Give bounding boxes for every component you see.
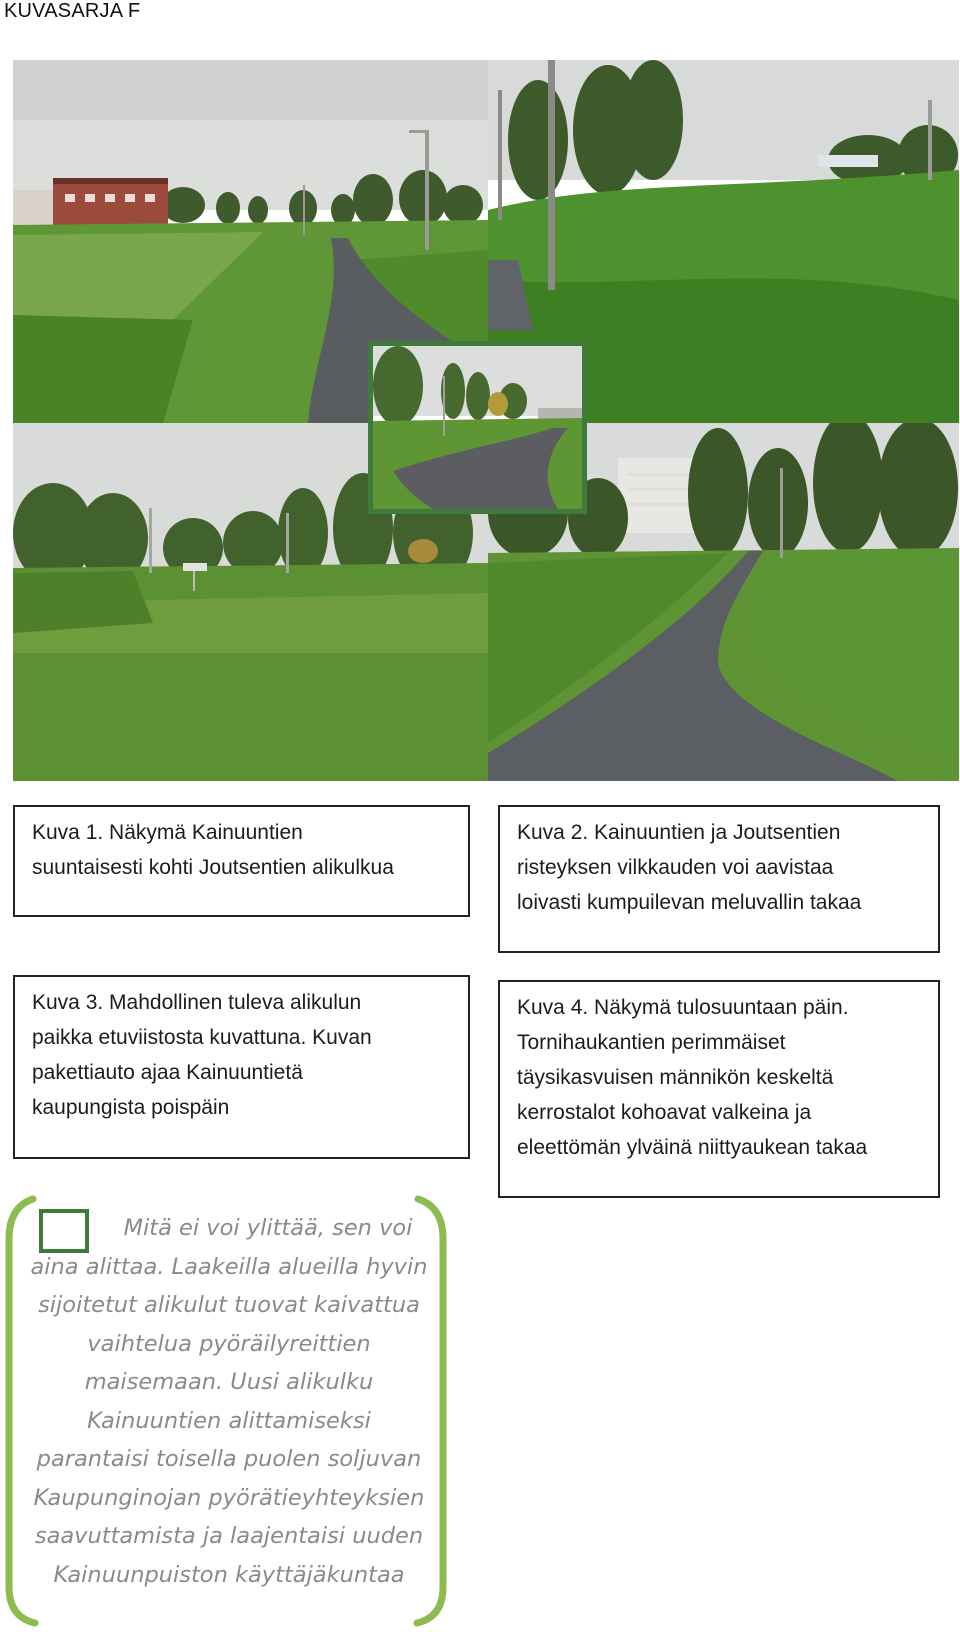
caption-line: Kuva 4. Näkymä tulosuuntaan päin. bbox=[517, 996, 849, 1019]
quote-line: saavuttamista ja laajentaisi uuden bbox=[34, 1523, 424, 1549]
caption-kuva-3 bbox=[13, 975, 470, 1159]
caption-line: Tornihaukantien perimmäiset bbox=[517, 1031, 786, 1054]
caption-line: eleettömän ylväinä niittyaukean takaa bbox=[517, 1136, 868, 1159]
caption-line: kaupungista poispäin bbox=[32, 1096, 230, 1119]
quote-line: parantaisi toisella puolen soljuvan bbox=[36, 1446, 422, 1472]
caption-line: risteyksen vilkkauden voi aavistaa bbox=[517, 856, 834, 879]
caption-kuva-1 bbox=[13, 805, 470, 917]
caption-kuva-4 bbox=[498, 980, 940, 1198]
caption-line: paikka etuviistosta kuvattuna. Kuvan bbox=[32, 1026, 372, 1049]
quote-line: maisemaan. Uusi alikulku bbox=[84, 1369, 374, 1395]
page-heading: KUVASARJA F bbox=[4, 0, 141, 22]
caption-line: Kuva 1. Näkymä Kainuuntien bbox=[32, 821, 303, 844]
caption-line: loivasti kumpuilevan meluvallin takaa bbox=[517, 891, 862, 914]
caption-line: Kuva 3. Mahdollinen tuleva alikulun bbox=[32, 991, 362, 1014]
quote-line: Kainuuntien alittamiseksi bbox=[87, 1407, 371, 1434]
quote-line: Kaupunginojan pyörätieyhteyksien bbox=[33, 1484, 425, 1511]
caption-line: täysikasvuisen männikön keskeltä bbox=[517, 1066, 834, 1089]
caption-line: suuntaisesti kohti Joutsentien alikulkua bbox=[32, 856, 394, 879]
quote-line: vaihtelua pyöräilyreittien bbox=[87, 1330, 371, 1357]
quote-text bbox=[23, 1209, 435, 1594]
pull-quote bbox=[3, 1193, 450, 1628]
quote-line: sijoitetut alikulut tuovat kaivattua bbox=[38, 1292, 420, 1318]
caption-line: kerrostalot kohoavat valkeina ja bbox=[517, 1101, 812, 1124]
caption-line: Kuva 2. Kainuuntien ja Joutsentien bbox=[517, 821, 841, 844]
quote-line: Mitä ei voi ylittää, sen voi bbox=[123, 1215, 413, 1241]
quote-line: Kainuunpuiston käyttäjäkuntaa bbox=[53, 1561, 405, 1588]
caption-kuva-2 bbox=[498, 805, 940, 953]
quote-line: aina alittaa. Laakeilla alueilla hyvin bbox=[30, 1253, 428, 1280]
photo-inset-underpass bbox=[368, 341, 587, 514]
caption-line: pakettiauto ajaa Kainuuntietä bbox=[32, 1061, 303, 1084]
